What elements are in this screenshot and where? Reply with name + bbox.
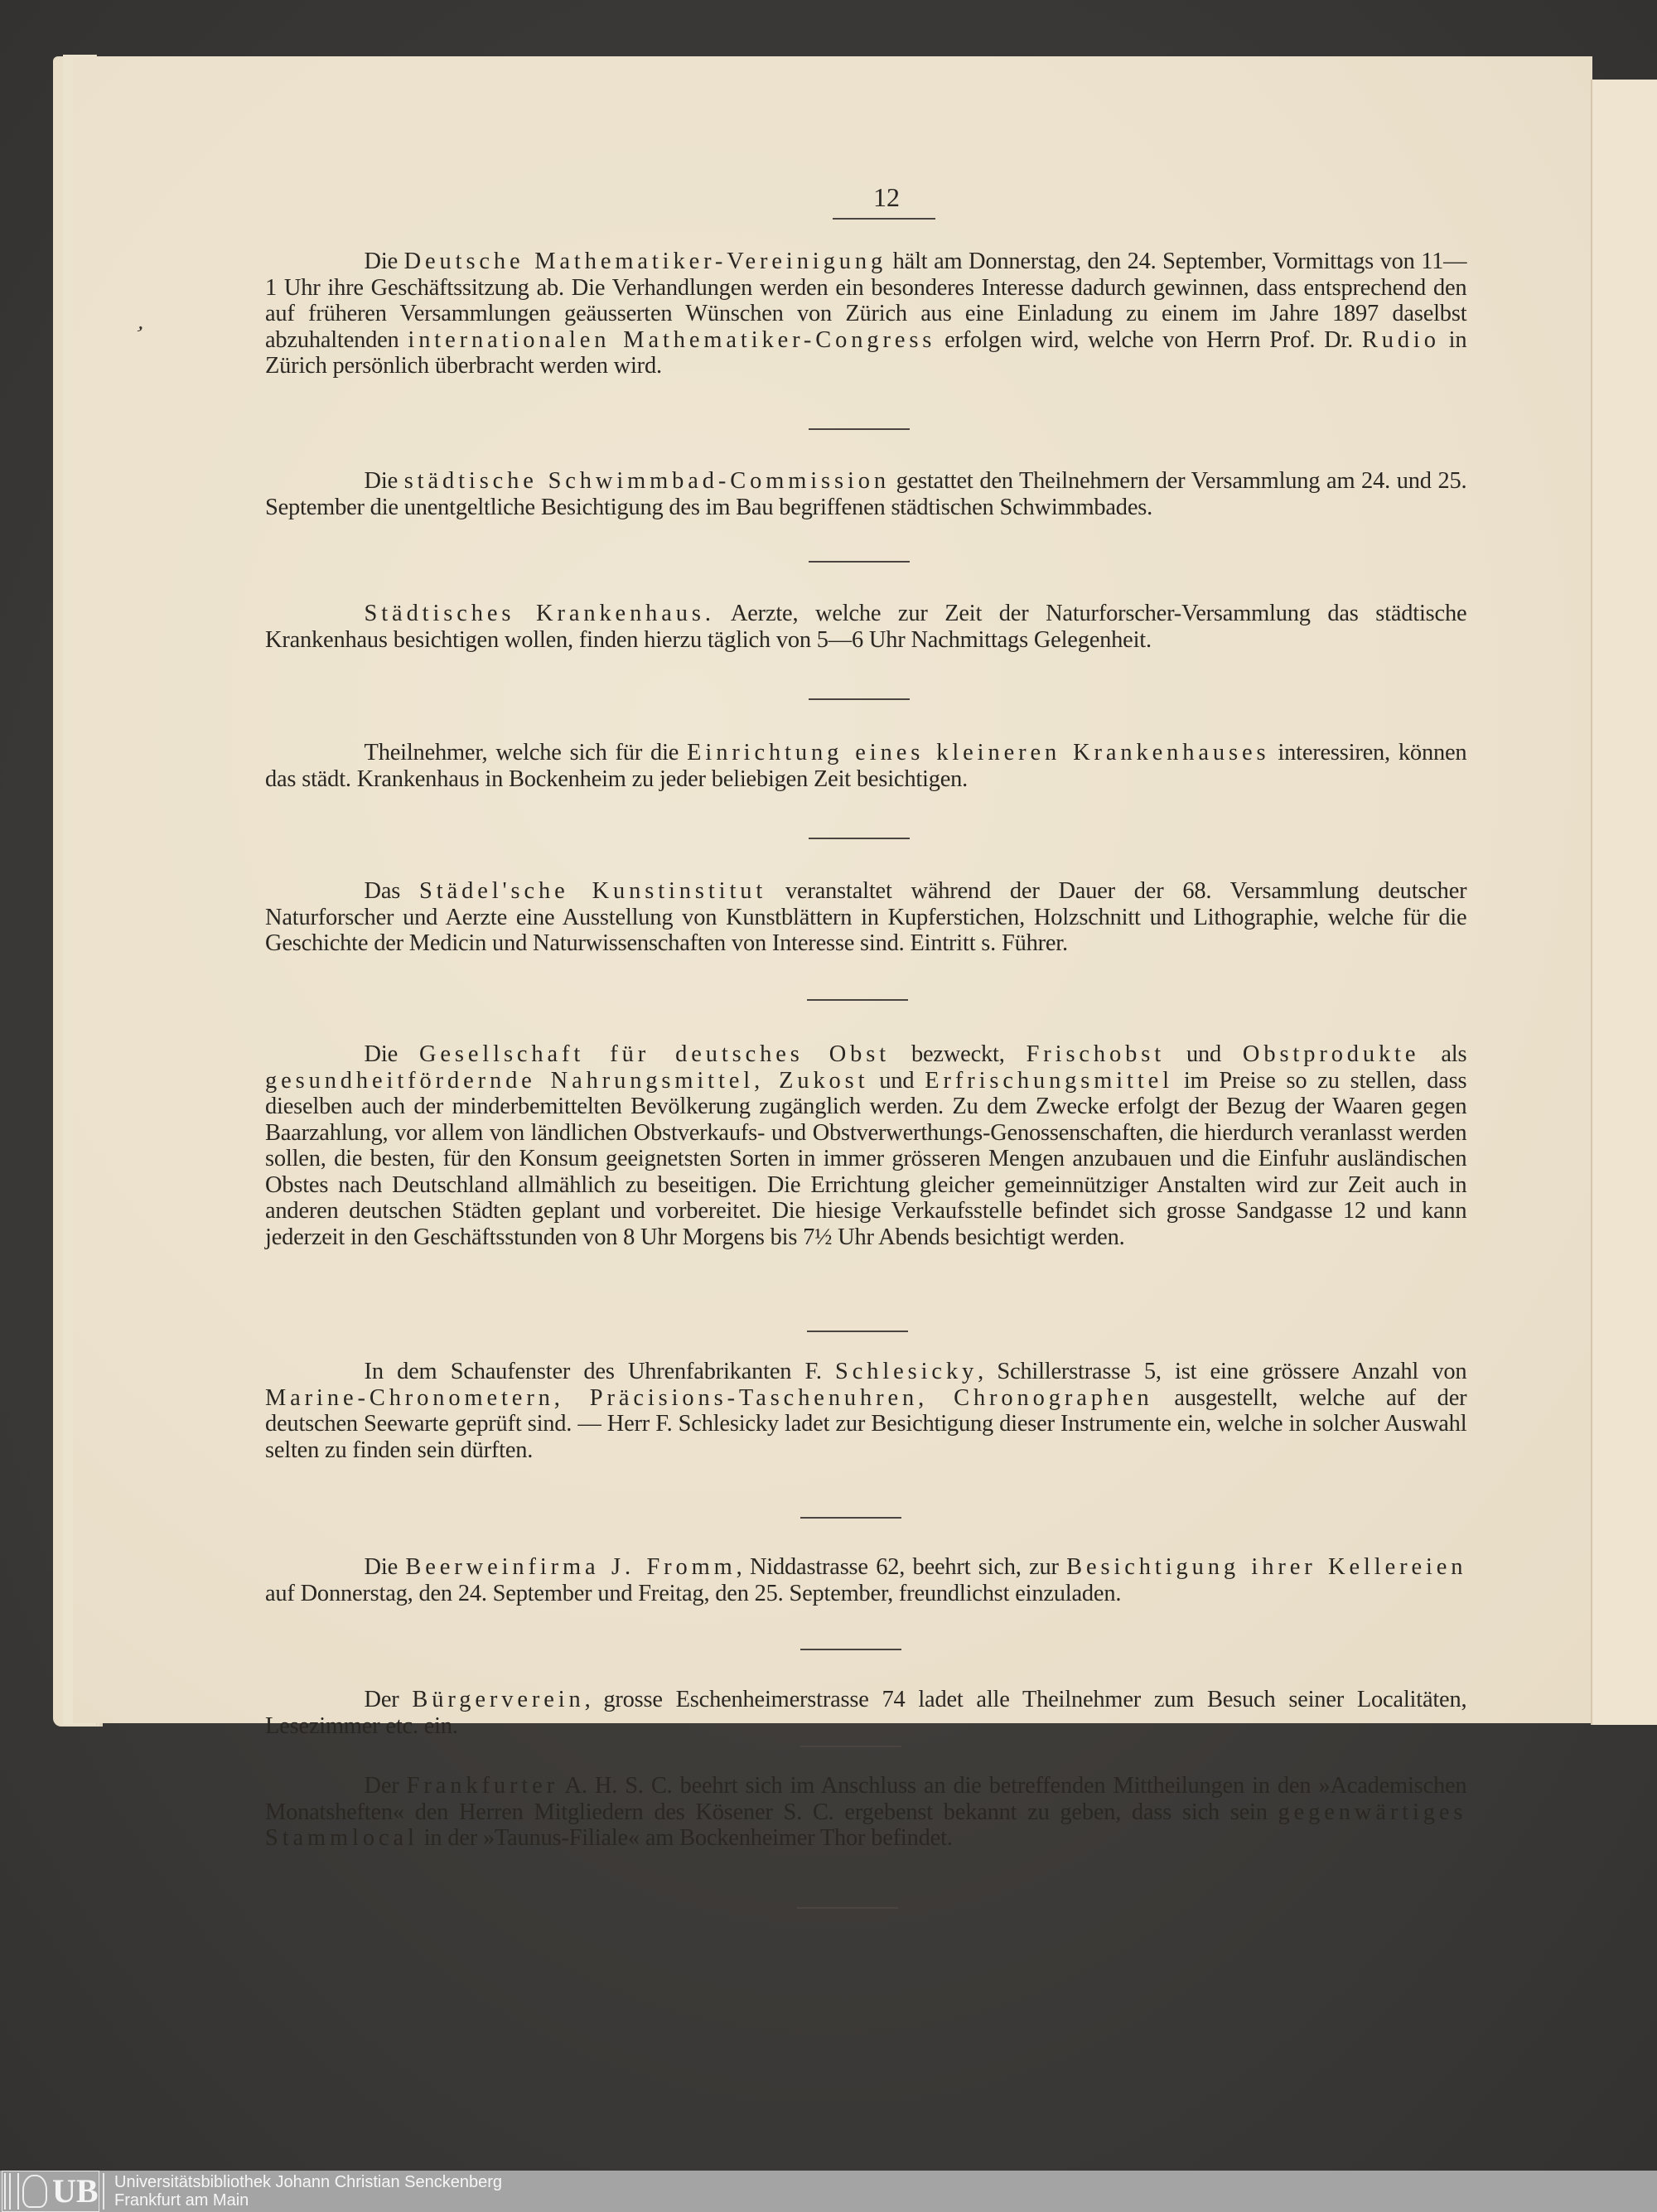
body-text: Die xyxy=(364,1041,419,1067)
emphasized-text: Städtisches Krankenhaus. xyxy=(364,600,715,626)
paragraph-text xyxy=(265,249,1466,379)
emphasized-text: gegenwärtiges Stammlocal xyxy=(265,1798,1467,1851)
paragraph-obst xyxy=(265,1041,1466,1250)
emphasized-text: Schlesicky xyxy=(835,1358,978,1384)
section-divider xyxy=(809,838,910,839)
paragraph-text xyxy=(265,1041,1466,1250)
facing-page-edge xyxy=(1591,80,1657,1725)
paragraph-text xyxy=(265,878,1466,957)
body-text: auf Donnerstag, den 24. September und Freitag, den 25. September, freundlichst einzuladen. xyxy=(265,1579,1122,1606)
emphasized-text: Besichtigung ihrer Kellereien xyxy=(1066,1553,1467,1580)
body-text: , grosse Eschenheimerstrasse 74 ladet alle Theilnehmer zum Besuch seiner Localitäten, Lesezimmer etc. ein. xyxy=(265,1686,1467,1739)
body-text: Der xyxy=(364,1772,407,1799)
body-text: interessiren, können das städt. Krankenhaus in Bockenheim zu jeder beliebigen Zeit besichtigen. xyxy=(265,739,1467,792)
section-divider xyxy=(809,561,910,563)
paragraph-staedel xyxy=(265,878,1466,957)
emphasized-text: Frankfurter xyxy=(406,1772,558,1799)
emphasized-text: Städel'sche Kunstinstitut xyxy=(419,877,767,904)
section-divider xyxy=(800,1517,901,1519)
body-text: Die xyxy=(364,248,404,274)
emphasized-text: Rudio xyxy=(1361,326,1440,353)
section-divider xyxy=(809,428,910,430)
paragraph-text xyxy=(265,1554,1466,1606)
paragraph-mathematiker xyxy=(265,249,1466,379)
body-text: erfolgen wird, welche von Herrn Prof. Dr. xyxy=(935,326,1362,353)
body-text: veranstaltet während der Dauer der 68. Versammlung deutscher Naturforscher und Aerzte eine Ausstellung von Kunstblättern in Kupferstichen, Holzschnitt und Lithographie, welche für die Geschichte der Medicin und Naturwissenschaften von Interesse sind. Eintritt s. Führer. xyxy=(265,877,1467,956)
body-text: Theilnehmer, welche sich für die xyxy=(364,739,688,766)
page-number-rule xyxy=(833,218,935,220)
paragraph-text xyxy=(265,740,1466,792)
body-text: in der »Taunus-Filiale« am Bockenheimer Thor befindet. xyxy=(418,1824,953,1851)
body-text: als xyxy=(1419,1041,1467,1067)
emphasized-text: Beerweinfirma J. Fromm xyxy=(405,1553,737,1580)
paragraph-schwimmbad xyxy=(265,468,1466,520)
emphasized-text: Einrichtung eines kleineren Krankenhauses xyxy=(687,739,1270,766)
paragraph-text xyxy=(265,601,1466,653)
logo-text: UB xyxy=(52,2172,99,2210)
emphasized-text: Frischobst xyxy=(1026,1041,1166,1067)
paragraph-text xyxy=(265,1773,1466,1852)
paragraph-bockenheim xyxy=(265,740,1466,792)
paragraph-text xyxy=(265,1359,1466,1463)
library-footer-bar xyxy=(0,2171,1657,2212)
paragraph-buergerverein xyxy=(265,1687,1466,1739)
section-divider xyxy=(807,1331,908,1332)
body-text: im Preise so zu stellen, dass dieselben auch der minderbemittelten Bevölkerung zugänglich werden. Zu dem Zwecke erfolgt der Bezug der Waaren gegen Baarzahlung, vor allem von ländlichen Obstverkaufs- und Obstverwerthungs-Genossenschaften, die hierdurch veranlasst werden sollen, die besten, für den Konsum geeignetsten Sorten in immer grösseren Mengen anzubauen und die Einfuhr ausländischen Obstes nach Deutschland allmählich zu beseitigen. Die Errichtung gleicher gemeinnütziger Anstalten wird zur Zeit auch in anderen deutschen Städten geplant und vorbereitet. Die hiesige Verkaufsstelle befindet sich grosse Sandgasse 12 und kann jederzeit in den Geschäftsstunden von 8 Uhr Morgens bis 7½ Uhr Abends besichtigt werden. xyxy=(265,1066,1467,1250)
body-text: Der xyxy=(364,1686,413,1712)
body-text: Die xyxy=(364,1553,406,1580)
emphasized-text: Deutsche Mathematiker-Vereinigung xyxy=(403,248,887,274)
paragraph-text xyxy=(265,468,1466,520)
paragraph-krankenhaus xyxy=(265,601,1466,653)
emphasized-text: Bürgerverein xyxy=(412,1686,585,1712)
body-text: Das xyxy=(364,877,420,904)
body-text: Die xyxy=(364,467,404,494)
body-text: In dem Schaufenster des Uhrenfabrikanten F. xyxy=(364,1358,836,1384)
section-divider xyxy=(800,1649,901,1650)
body-text: ausgestellt, welche auf der deutschen Seewarte geprüft sind. — Herr F. Schlesicky ladet zur Besichtigung dieser Instrumente ein, welche in solcher Auswahl selten zu finden sein dürften. xyxy=(265,1384,1467,1463)
emphasized-text: Erfrischungsmittel xyxy=(925,1066,1173,1094)
section-divider xyxy=(800,1746,901,1747)
body-text: hält am Donnerstag, den 24. September, Vormittags von 11—1 Uhr ihre Geschäftssitzung ab. Die Verhandlungen werden ein besonderes Interesse dadurch gewinnen, dass entsprechend den auf früheren Versammlungen geäusserten Wünschen von Zürich aus eine Einladung zu einem im Jahre 1897 daselbst abzuhaltenden xyxy=(265,248,1467,353)
section-divider xyxy=(807,999,908,1001)
body-text: und xyxy=(1165,1041,1243,1067)
emphasized-text: internationalen Mathematiker-Congress xyxy=(408,326,936,353)
emphasized-text: gesundheitfördernde Nahrungsmittel, Zukost xyxy=(265,1066,869,1094)
body-text: und xyxy=(868,1066,925,1094)
footer-line-1: Universitätsbibliothek Johann Christian Senckenberg xyxy=(114,2173,503,2191)
section-divider xyxy=(809,698,910,700)
emphasized-text: Gesellschaft für deutsches Obst xyxy=(418,1041,891,1067)
body-text: , Niddastrasse 62, beehrt sich, zur xyxy=(736,1553,1067,1580)
body-text: bezweckt, xyxy=(890,1041,1027,1067)
footer-divider xyxy=(103,2173,104,2210)
body-text: gestattet den Theilnehmern der Versammlung am 24. und 25. September die unentgeltliche Besichtigung des im Bau begriffenen städtischen Schwimmbades. xyxy=(265,467,1467,520)
paragraph-text xyxy=(265,1687,1466,1739)
paragraph-fromm xyxy=(265,1554,1466,1606)
stray-ink-mark: ʼ xyxy=(130,321,147,348)
emphasized-text: Marine-Chronometern, Präcisions-Taschenuhren, Chronographen xyxy=(265,1384,1153,1411)
footer-line-2: Frankfurt am Main xyxy=(114,2191,249,2210)
ub-logo[interactable] xyxy=(2,2171,99,2212)
emphasized-text: Obstprodukte xyxy=(1242,1041,1420,1067)
page-number: 12 xyxy=(873,182,900,212)
paragraph-ahsc xyxy=(265,1773,1466,1852)
emphasized-text: städtische Schwimmbad-Commission xyxy=(403,467,890,494)
portrait-icon xyxy=(22,2175,47,2208)
section-divider xyxy=(797,1907,898,1909)
columns-icon xyxy=(4,2173,19,2210)
footer-library-name xyxy=(114,2173,502,2210)
body-text: , Schillerstrasse 5, ist eine grössere Anzahl von xyxy=(978,1358,1467,1384)
paragraph-schlesicky xyxy=(265,1359,1466,1463)
body-text: A. H. S. C. beehrt sich im Anschluss an die betreffenden Mittheilungen in den »Academischen Monatsheften« den Herren Mitgliedern des Kösener S. C. ergebenst bekannt zu geben, dass sich sein xyxy=(265,1772,1467,1825)
body-text: in Zürich persönlich überbracht werden wird. xyxy=(265,326,1467,379)
body-text: Aerzte, welche zur Zeit der Naturforscher-Versammlung das städtische Krankenhaus besichtigen wollen, finden hierzu täglich von 5—6 Uhr Nachmittags Gelegenheit. xyxy=(265,600,1467,653)
